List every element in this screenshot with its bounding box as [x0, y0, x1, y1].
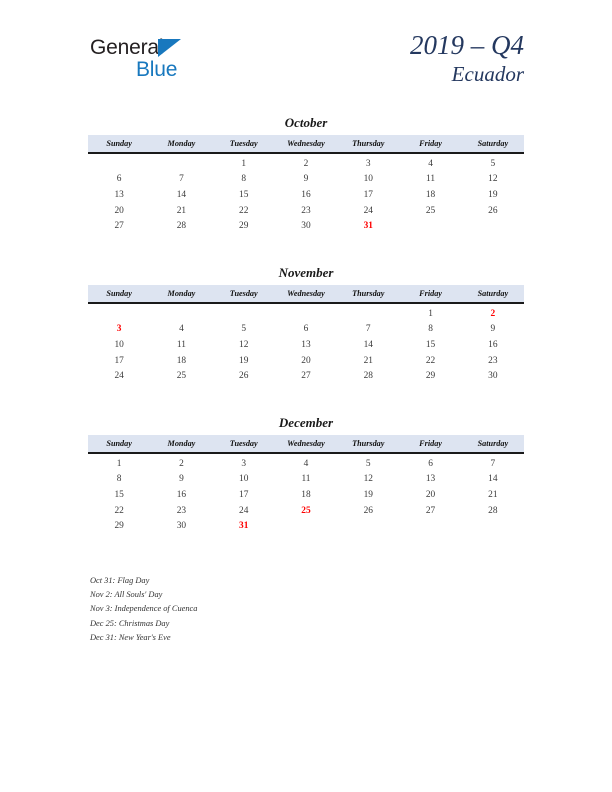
calendar-day-empty	[399, 518, 461, 534]
calendar-day-20[interactable]: 20	[301, 355, 311, 366]
month-block-november	[88, 263, 524, 384]
calendar-day-4[interactable]: 4	[303, 458, 309, 469]
calendar-day-22[interactable]: 22	[239, 205, 249, 216]
calendar-day-7[interactable]: 7	[365, 324, 371, 335]
country-subtitle: Ecuador	[451, 62, 524, 86]
calendar-day-19[interactable]: 19	[488, 189, 498, 200]
calendar-day-23[interactable]: 23	[488, 355, 498, 366]
calendar-day-13[interactable]: 13	[301, 339, 311, 350]
calendar-day-16[interactable]: 16	[488, 339, 498, 350]
calendar-day-2[interactable]: 2	[303, 158, 309, 169]
legend-item-1: Nov 2: All Souls' Day	[90, 590, 163, 600]
calendar-day-23[interactable]: 23	[176, 505, 187, 516]
calendar-day-15[interactable]: 15	[114, 489, 124, 500]
calendar-week-row	[88, 187, 524, 203]
calendar-day-holiday-31[interactable]: 31	[239, 521, 249, 532]
calendar-day-24[interactable]: 24	[239, 505, 249, 516]
calendar-day-6[interactable]: 6	[428, 458, 433, 469]
calendar-day-11[interactable]: 11	[176, 339, 186, 350]
weekday-header-monday: Monday	[150, 435, 212, 453]
weekday-header-sunday: Sunday	[88, 135, 150, 153]
weekday-header-thursday: Thursday	[337, 285, 399, 303]
calendar-day-9[interactable]: 9	[179, 474, 184, 485]
calendar-day-5[interactable]: 5	[365, 458, 371, 469]
calendar-week-row	[88, 203, 524, 219]
calendar-week-row	[88, 322, 524, 338]
weekday-header-row	[88, 285, 524, 303]
calendar-day-15[interactable]: 15	[239, 189, 249, 200]
legend-item-0: Oct 31: Flag Day	[90, 576, 150, 585]
calendar-day-7[interactable]: 7	[490, 458, 496, 469]
calendar-day-6[interactable]: 6	[303, 324, 309, 335]
calendar-day-24[interactable]: 24	[114, 371, 124, 382]
weekday-header-tuesday: Tuesday	[213, 435, 275, 453]
calendar-day-empty	[462, 218, 524, 234]
legend-item-4: Dec 31: New Year's Eve	[90, 632, 171, 642]
calendar-day-9[interactable]: 9	[303, 174, 309, 185]
weekday-header-row	[88, 435, 524, 453]
calendar-day-holiday-25[interactable]: 25	[301, 505, 311, 516]
calendar-week-row	[88, 303, 524, 322]
calendar-day-22[interactable]: 22	[425, 355, 436, 366]
calendar-day-empty	[88, 153, 150, 172]
weekday-header-row	[88, 135, 524, 153]
weekday-header-sunday: Sunday	[88, 285, 150, 303]
calendar-day-21[interactable]: 21	[363, 355, 373, 366]
calendar-day-holiday-2[interactable]: 2	[490, 308, 496, 319]
calendar-day-18[interactable]: 18	[301, 489, 311, 500]
calendar-week-row	[88, 353, 524, 369]
page-title: 2019 – Q4	[410, 30, 524, 60]
calendar-day-28[interactable]: 28	[488, 505, 498, 516]
calendar-day-29[interactable]: 29	[239, 221, 249, 232]
calendar-day-8[interactable]: 8	[241, 174, 247, 185]
weekday-header-monday: Monday	[150, 285, 212, 303]
calendar-day-holiday-3[interactable]: 3	[116, 324, 122, 335]
calendar-day-27[interactable]: 27	[114, 221, 124, 232]
weekday-header-thursday: Thursday	[337, 435, 399, 453]
title-block	[410, 30, 524, 87]
calendar-day-14[interactable]: 14	[363, 339, 373, 350]
calendar-day-12[interactable]: 12	[488, 174, 498, 185]
calendar-day-16[interactable]: 16	[176, 489, 187, 500]
calendar-day-17[interactable]: 17	[363, 189, 373, 200]
calendar-day-29[interactable]: 29	[425, 371, 436, 382]
calendar-day-25[interactable]: 25	[176, 371, 187, 382]
calendar-day-28[interactable]: 28	[176, 221, 187, 232]
calendar-week-row	[88, 153, 524, 172]
weekday-header-tuesday: Tuesday	[213, 135, 275, 153]
weekday-header-thursday: Thursday	[337, 135, 399, 153]
legend-item-3: Dec 25: Christmas Day	[90, 618, 170, 628]
calendar-week-row	[88, 518, 524, 534]
calendar-day-empty	[213, 303, 275, 322]
calendar-day-17[interactable]: 17	[114, 355, 124, 366]
calendar-day-26[interactable]: 26	[488, 205, 498, 216]
calendar-day-10[interactable]: 10	[239, 474, 249, 485]
calendar-week-row	[88, 487, 524, 503]
calendar-week-row	[88, 472, 524, 488]
calendar-day-4[interactable]: 4	[179, 324, 184, 335]
calendar-day-19[interactable]: 19	[363, 489, 373, 500]
weekday-header-saturday: Saturday	[462, 285, 524, 303]
weekday-header-wednesday: Wednesday	[275, 135, 337, 153]
calendar-week-row	[88, 218, 524, 234]
calendar-body	[88, 303, 524, 384]
calendar-day-18[interactable]: 18	[176, 355, 187, 366]
calendar-day-10[interactable]: 10	[114, 339, 124, 350]
calendar-day-17[interactable]: 17	[239, 489, 249, 500]
calendar-day-12[interactable]: 12	[363, 474, 373, 485]
calendar-day-11[interactable]: 11	[426, 174, 436, 185]
weekday-header-tuesday: Tuesday	[213, 285, 275, 303]
calendar-day-5[interactable]: 5	[241, 324, 247, 335]
general-blue-logo	[90, 36, 280, 84]
calendar-day-empty	[462, 518, 524, 534]
logo-text-general: General	[90, 36, 164, 59]
calendar-day-holiday-31[interactable]: 31	[363, 221, 373, 232]
calendar-day-1[interactable]: 1	[241, 158, 247, 169]
calendar-day-26[interactable]: 26	[239, 371, 249, 382]
calendar-day-20[interactable]: 20	[114, 205, 124, 216]
logo-triangle-icon	[158, 39, 181, 57]
calendar-day-empty	[275, 303, 337, 322]
weekday-header-wednesday: Wednesday	[275, 285, 337, 303]
calendar-day-13[interactable]: 13	[114, 189, 124, 200]
calendar-day-30[interactable]: 30	[176, 521, 187, 532]
calendar-day-7[interactable]: 7	[179, 174, 184, 185]
calendar-day-14[interactable]: 14	[488, 474, 498, 485]
calendar-day-28[interactable]: 28	[363, 371, 373, 382]
calendar-day-27[interactable]: 27	[301, 371, 311, 382]
calendar-day-empty	[88, 303, 150, 322]
calendar-day-19[interactable]: 19	[239, 355, 249, 366]
calendar-day-empty	[150, 153, 212, 172]
calendar-table-december	[88, 435, 524, 534]
month-block-december	[88, 413, 524, 534]
weekday-header-friday: Friday	[399, 285, 461, 303]
month-title: December	[278, 415, 334, 430]
calendar-day-22[interactable]: 22	[114, 505, 124, 516]
month-block-october	[88, 113, 524, 234]
calendar-day-30[interactable]: 30	[301, 221, 311, 232]
calendar-day-10[interactable]: 10	[363, 174, 373, 185]
calendar-day-12[interactable]: 12	[239, 339, 249, 350]
weekday-header-wednesday: Wednesday	[275, 435, 337, 453]
weekday-header-saturday: Saturday	[462, 135, 524, 153]
calendar-day-empty	[275, 518, 337, 534]
calendar-day-13[interactable]: 13	[425, 474, 436, 485]
legend-item-2: Nov 3: Independence of Cuenca	[90, 604, 198, 614]
calendar-day-18[interactable]: 18	[425, 189, 436, 200]
calendar-day-20[interactable]: 20	[425, 489, 436, 500]
month-title: October	[284, 115, 328, 130]
calendar-day-14[interactable]: 14	[176, 189, 187, 200]
calendar-day-21[interactable]: 21	[176, 205, 187, 216]
logo-text-blue: Blue	[136, 58, 178, 81]
calendar-day-empty	[337, 303, 399, 322]
calendar-day-6[interactable]: 6	[116, 174, 122, 185]
calendar-day-11[interactable]: 11	[301, 474, 311, 485]
calendar-day-empty	[150, 303, 212, 322]
calendar-day-empty	[399, 218, 461, 234]
calendar-day-9[interactable]: 9	[490, 324, 496, 335]
weekday-header-friday: Friday	[399, 135, 461, 153]
calendar-day-24[interactable]: 24	[363, 205, 373, 216]
page-header	[0, 0, 612, 105]
month-title: November	[278, 265, 334, 280]
calendar-day-30[interactable]: 30	[488, 371, 498, 382]
calendar-body	[88, 153, 524, 234]
calendar-table-october	[88, 135, 524, 234]
weekday-header-saturday: Saturday	[462, 435, 524, 453]
calendar-day-8[interactable]: 8	[428, 324, 433, 335]
calendar-day-25[interactable]: 25	[425, 205, 436, 216]
calendar-table-november	[88, 285, 524, 384]
calendar-week-row	[88, 368, 524, 384]
weekday-header-friday: Friday	[399, 435, 461, 453]
calendar-day-1[interactable]: 1	[116, 458, 122, 469]
calendar-day-3[interactable]: 3	[365, 158, 371, 169]
calendar-day-4[interactable]: 4	[428, 158, 433, 169]
calendar-week-row	[88, 453, 524, 472]
calendar-day-1[interactable]: 1	[428, 308, 433, 319]
calendar-day-16[interactable]: 16	[301, 189, 311, 200]
calendar-day-27[interactable]: 27	[425, 505, 436, 516]
calendar-day-29[interactable]: 29	[114, 521, 124, 532]
calendar-day-3[interactable]: 3	[241, 458, 247, 469]
calendar-day-26[interactable]: 26	[363, 505, 373, 516]
holiday-legend	[90, 574, 390, 645]
calendar-day-15[interactable]: 15	[425, 339, 436, 350]
calendar-week-row	[88, 337, 524, 353]
calendar-day-8[interactable]: 8	[116, 474, 122, 485]
weekday-header-monday: Monday	[150, 135, 212, 153]
calendar-body	[88, 453, 524, 534]
calendar-day-2[interactable]: 2	[179, 458, 184, 469]
calendar-day-5[interactable]: 5	[490, 158, 496, 169]
calendar-week-row	[88, 172, 524, 188]
weekday-header-sunday: Sunday	[88, 435, 150, 453]
calendar-day-21[interactable]: 21	[488, 489, 498, 500]
calendar-week-row	[88, 503, 524, 519]
calendar-day-empty	[337, 518, 399, 534]
calendar-day-23[interactable]: 23	[301, 205, 311, 216]
